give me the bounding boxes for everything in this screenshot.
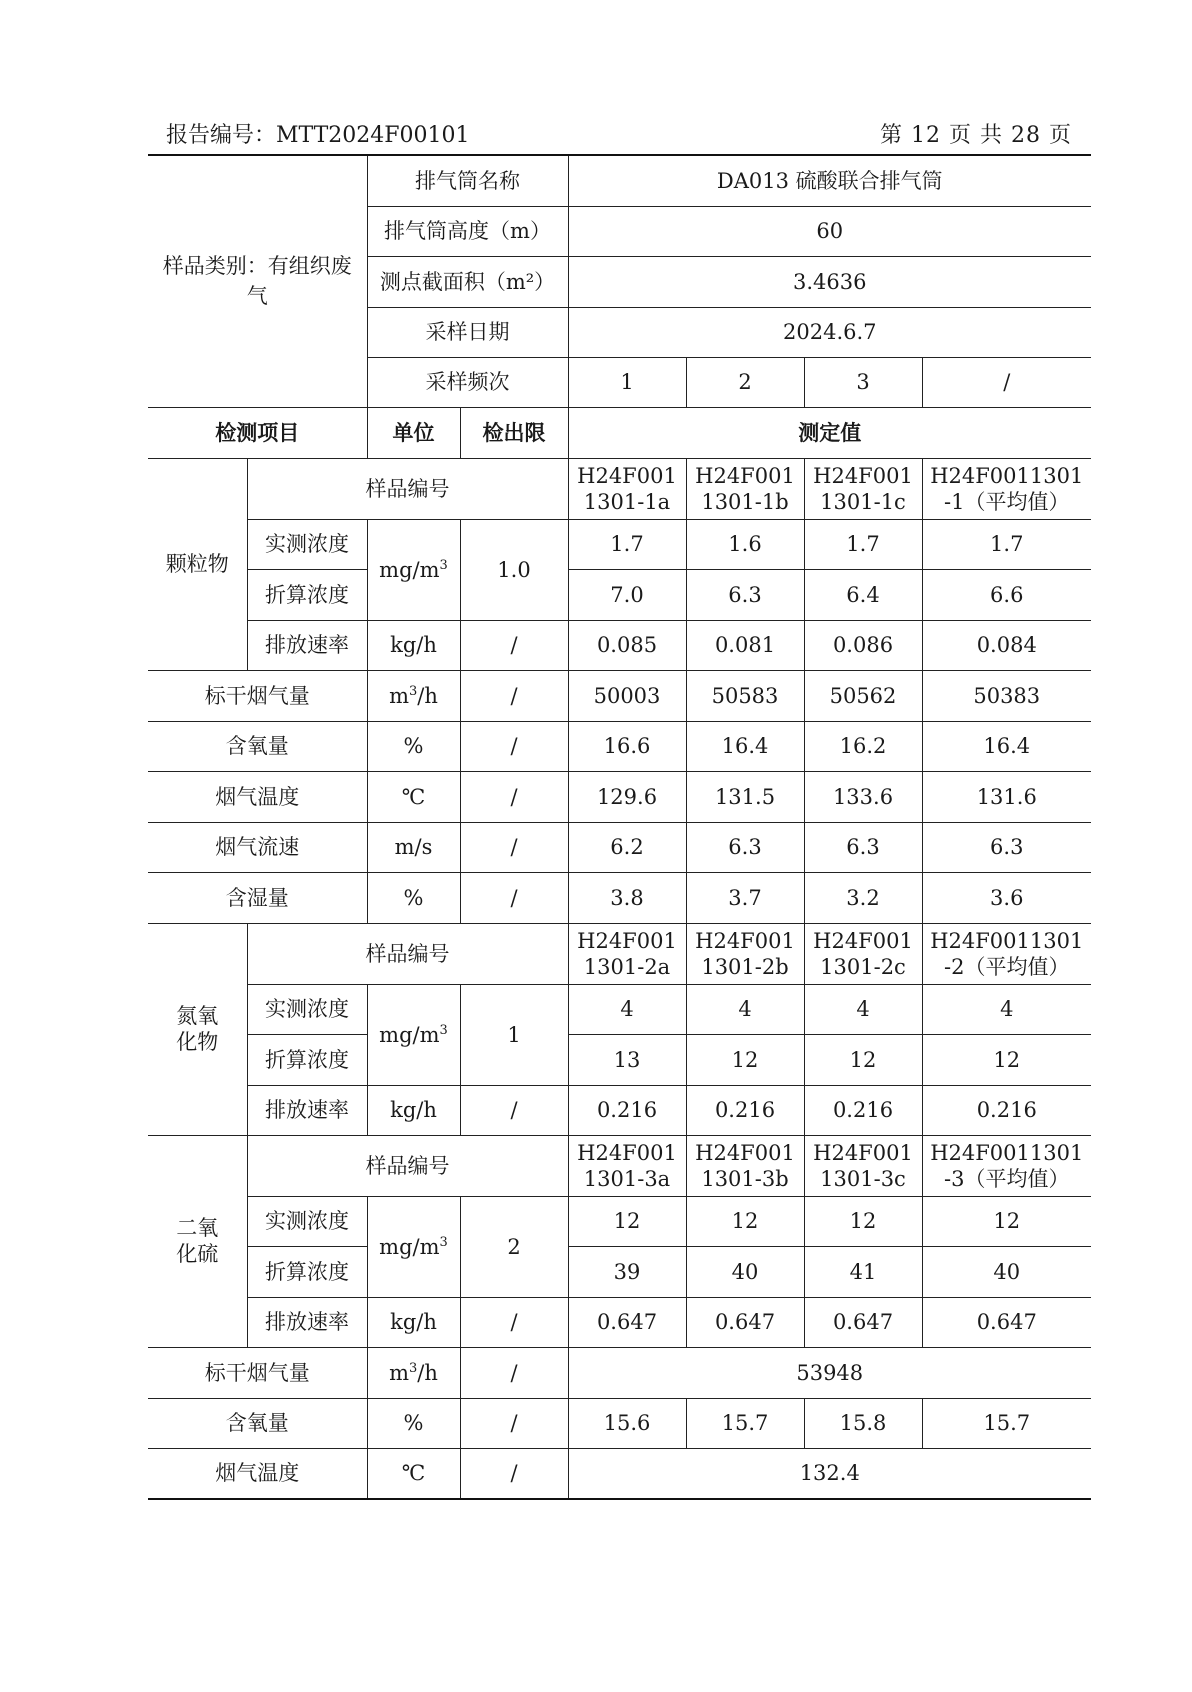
conc-limit: 1 (460, 984, 568, 1085)
oxygen-limit: / (460, 1398, 568, 1448)
value-cell: 13 (568, 1034, 686, 1085)
value-cell: 16.4 (686, 721, 804, 771)
sample-id: H24F001 1301-2c (804, 923, 922, 984)
value-cell: 4 (686, 984, 804, 1034)
value-cell: 15.7 (922, 1398, 1091, 1448)
so2-rate-row (148, 1297, 1091, 1347)
value-cell: 39 (568, 1246, 686, 1297)
particulate-converted-row (148, 569, 1091, 620)
value-cell: 6.6 (922, 569, 1091, 620)
value-cell: 50003 (568, 670, 686, 721)
oxygen2-row (148, 1398, 1091, 1448)
value-cell: 0.086 (804, 620, 922, 670)
velocity-row (148, 822, 1091, 872)
so2-name: 二氧化硫 (148, 1135, 247, 1347)
sample-id: H24F001 1301-2a (568, 923, 686, 984)
flow-limit: / (460, 1347, 568, 1398)
moisture-unit: % (367, 872, 460, 923)
value-cell: 131.5 (686, 771, 804, 822)
flow-unit: $m^3/h$ (367, 1347, 460, 1398)
measured-label: 实测浓度 (247, 1196, 367, 1246)
conc-limit: 1.0 (460, 519, 568, 620)
flow-label: 标干烟气量 (148, 1347, 367, 1398)
results-table (148, 154, 1091, 1500)
value-cell: 131.6 (922, 771, 1091, 822)
flow-unit: $m^3/h$ (367, 670, 460, 721)
stack-name-label: 排气筒名称 (367, 155, 568, 206)
value-cell: 41 (804, 1246, 922, 1297)
value-cell: 1.7 (804, 519, 922, 569)
value-cell: 6.2 (568, 822, 686, 872)
value-cell: 0.085 (568, 620, 686, 670)
so2-measured-row (148, 1196, 1091, 1246)
nox-measured-row (148, 984, 1091, 1034)
nox-converted-row (148, 1034, 1091, 1085)
flow-limit: / (460, 670, 568, 721)
col-limit: 检出限 (460, 407, 568, 458)
column-header-row (148, 407, 1091, 458)
freq-cell: / (922, 357, 1091, 407)
stack-height: 60 (568, 206, 1091, 256)
moisture-label: 含湿量 (148, 872, 367, 923)
temp2-row (148, 1448, 1091, 1499)
value-cell: 12 (686, 1034, 804, 1085)
sample-id-label: 样品编号 (247, 923, 568, 984)
velocity-label: 烟气流速 (148, 822, 367, 872)
freq-cell: 3 (804, 357, 922, 407)
value-cell: 50583 (686, 670, 804, 721)
sample-id: H24F001 1301-1a (568, 458, 686, 519)
value-cell: 12 (686, 1196, 804, 1246)
value-cell: 6.4 (804, 569, 922, 620)
nox-rate-row (148, 1085, 1091, 1135)
value-cell: 129.6 (568, 771, 686, 822)
sample-id: H24F001 1301-3c (804, 1135, 922, 1196)
value-cell: 16.4 (922, 721, 1091, 771)
value-cell: 0.216 (804, 1085, 922, 1135)
area-label: 测点截面积（m²） (367, 256, 568, 307)
flow-label: 标干烟气量 (148, 670, 367, 721)
oxygen-limit: / (460, 721, 568, 771)
sample-id: H24F001 1301-2b (686, 923, 804, 984)
value-cell: 15.6 (568, 1398, 686, 1448)
oxygen1-row (148, 721, 1091, 771)
value-cell: 7.0 (568, 569, 686, 620)
area: 3.4636 (568, 256, 1091, 307)
value-cell: 16.2 (804, 721, 922, 771)
value-cell: 0.647 (568, 1297, 686, 1347)
particulate-name: 颗粒物 (148, 458, 247, 670)
freq-cell: 2 (686, 357, 804, 407)
stack-name: DA013 硫酸联合排气筒 (568, 155, 1091, 206)
conc-limit: 2 (460, 1196, 568, 1297)
rate-unit: kg/h (367, 620, 460, 670)
value-cell: 1.7 (922, 519, 1091, 569)
value-cell: 0.647 (686, 1297, 804, 1347)
sampling-date: 2024.6.7 (568, 307, 1091, 357)
value-cell: 6.3 (804, 822, 922, 872)
value-cell: 12 (568, 1196, 686, 1246)
conc-unit: $mg/m^3$ (367, 519, 460, 620)
value-cell: 6.3 (686, 822, 804, 872)
freq-cell: 1 (568, 357, 686, 407)
value-cell: 12 (804, 1034, 922, 1085)
value-cell: 16.6 (568, 721, 686, 771)
value-cell: 40 (922, 1246, 1091, 1297)
temp-limit: / (460, 771, 568, 822)
sample-id: H24F0011301 -1（平均值） (922, 458, 1091, 519)
value-cell: 0.216 (922, 1085, 1091, 1135)
moisture-row (148, 872, 1091, 923)
freq-label: 采样频次 (367, 357, 568, 407)
temp1-row (148, 771, 1091, 822)
measured-label: 实测浓度 (247, 519, 367, 569)
moisture-limit: / (460, 872, 568, 923)
nox-name: 氮氧化物 (148, 923, 247, 1135)
value-cell: 0.081 (686, 620, 804, 670)
value-cell: 3.6 (922, 872, 1091, 923)
value-cell: 4 (922, 984, 1091, 1034)
value-cell: 0.647 (922, 1297, 1091, 1347)
so2-sample-row (148, 1135, 1091, 1196)
info-row-stack-name (148, 155, 1091, 206)
col-unit: 单位 (367, 407, 460, 458)
oxygen-label: 含氧量 (148, 721, 367, 771)
value-cell: 6.3 (686, 569, 804, 620)
sample-id: H24F001 1301-3b (686, 1135, 804, 1196)
date-label: 采样日期 (367, 307, 568, 357)
page-indicator: 第 12 页 共 28 页 (880, 123, 1072, 148)
value-cell: 0.647 (804, 1297, 922, 1347)
value-cell: 4 (804, 984, 922, 1034)
value-cell: 40 (686, 1246, 804, 1297)
sample-id: H24F001 1301-1b (686, 458, 804, 519)
conc-unit: $mg/m^3$ (367, 1196, 460, 1297)
nox-sample-row (148, 923, 1091, 984)
particulate-sample-row (148, 458, 1091, 519)
measured-label: 实测浓度 (247, 984, 367, 1034)
value-cell: 3.7 (686, 872, 804, 923)
value-cell: 12 (922, 1034, 1091, 1085)
oxygen-unit: % (367, 1398, 460, 1448)
rate-unit: kg/h (367, 1085, 460, 1135)
temp-label: 烟气温度 (148, 771, 367, 822)
value-cell: 15.7 (686, 1398, 804, 1448)
sample-id: H24F001 1301-1c (804, 458, 922, 519)
temp-unit: ℃ (367, 771, 460, 822)
so2-converted-row (148, 1246, 1091, 1297)
value-cell: 4 (568, 984, 686, 1034)
value-cell: 3.8 (568, 872, 686, 923)
value-cell: 133.6 (804, 771, 922, 822)
rate-limit: / (460, 1085, 568, 1135)
value-cell: 0.084 (922, 620, 1091, 670)
converted-label: 折算浓度 (247, 1246, 367, 1297)
rate-label: 排放速率 (247, 620, 367, 670)
oxygen-unit: % (367, 721, 460, 771)
flow2-row (148, 1347, 1091, 1398)
value-cell: 12 (922, 1196, 1091, 1246)
col-value: 测定值 (568, 407, 1091, 458)
sample-id: H24F0011301 -3（平均值） (922, 1135, 1091, 1196)
rate-limit: / (460, 1297, 568, 1347)
value-cell: 50562 (804, 670, 922, 721)
value-cell: 0.216 (568, 1085, 686, 1135)
flow-value: 53948 (568, 1347, 1091, 1398)
rate-limit: / (460, 620, 568, 670)
flow1-row (148, 670, 1091, 721)
converted-label: 折算浓度 (247, 1034, 367, 1085)
particulate-measured-row (148, 519, 1091, 569)
value-cell: 1.6 (686, 519, 804, 569)
value-cell: 6.3 (922, 822, 1091, 872)
rate-unit: kg/h (367, 1297, 460, 1347)
sample-id-label: 样品编号 (247, 458, 568, 519)
report-number: 报告编号：MTT2024F00101 (166, 123, 470, 148)
col-item: 检测项目 (148, 407, 367, 458)
particulate-rate-row (148, 620, 1091, 670)
sample-id: H24F001 1301-3a (568, 1135, 686, 1196)
value-cell: 0.216 (686, 1085, 804, 1135)
sample-type: 样品类别：有组织废气 (148, 155, 367, 407)
value-cell: 15.8 (804, 1398, 922, 1448)
sample-id: H24F0011301 -2（平均值） (922, 923, 1091, 984)
sample-id-label: 样品编号 (247, 1135, 568, 1196)
value-cell: 50383 (922, 670, 1091, 721)
value-cell: 1.7 (568, 519, 686, 569)
temp-unit: ℃ (367, 1448, 460, 1499)
velocity-limit: / (460, 822, 568, 872)
value-cell: 3.2 (804, 872, 922, 923)
temp-value: 132.4 (568, 1448, 1091, 1499)
rate-label: 排放速率 (247, 1085, 367, 1135)
velocity-unit: m/s (367, 822, 460, 872)
temp-limit: / (460, 1448, 568, 1499)
stack-height-label: 排气筒高度（m） (367, 206, 568, 256)
oxygen-label: 含氧量 (148, 1398, 367, 1448)
value-cell: 12 (804, 1196, 922, 1246)
converted-label: 折算浓度 (247, 569, 367, 620)
conc-unit: $mg/m^3$ (367, 984, 460, 1085)
rate-label: 排放速率 (247, 1297, 367, 1347)
temp-label: 烟气温度 (148, 1448, 367, 1499)
